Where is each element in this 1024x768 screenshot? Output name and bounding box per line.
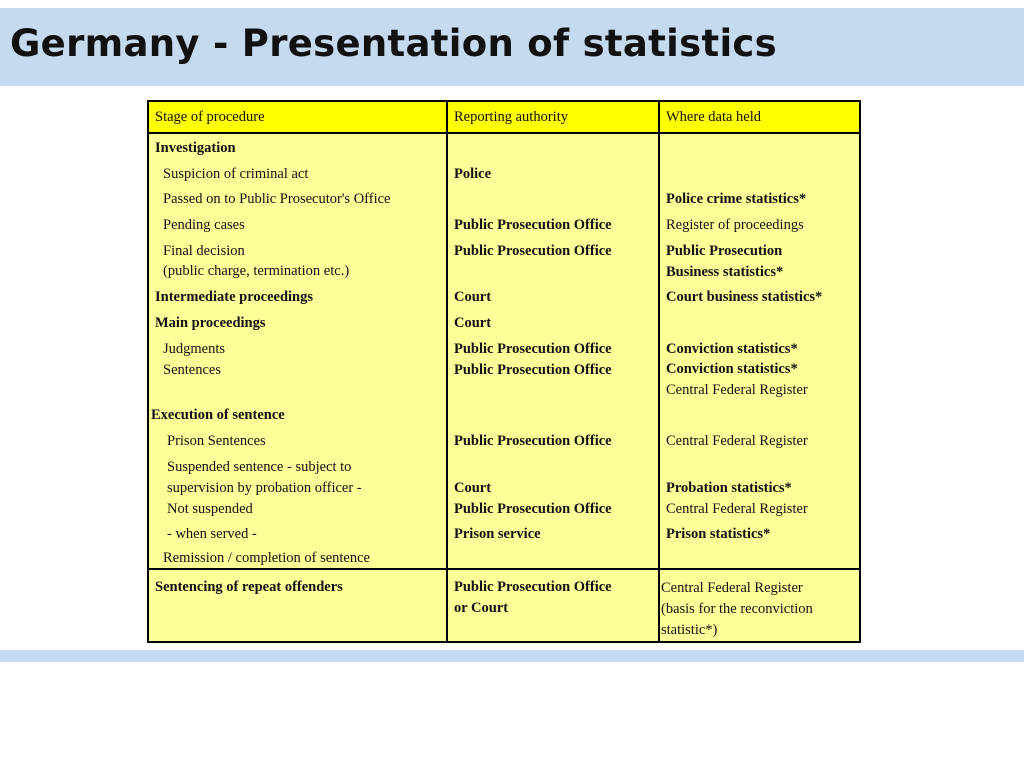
- header-reporting-authority: Reporting authority: [454, 109, 568, 125]
- data-business-statistics: Business statistics*: [666, 264, 784, 280]
- authority-prison-service: Prison service: [454, 526, 541, 542]
- authority-court-main: Court: [454, 315, 492, 331]
- data-probation-statistics: Probation statistics*: [666, 480, 792, 496]
- authority-court-suspended: Court: [454, 480, 492, 496]
- statistics-table: [147, 100, 861, 643]
- stage-judgments: Judgments: [163, 341, 226, 357]
- data-register-of-proceedings: Register of proceedings: [666, 217, 804, 233]
- authority-ppo-not-suspended: Public Prosecution Office: [454, 501, 612, 517]
- stage-passed-on: Passed on to Public Prosecutor's Office: [163, 191, 391, 207]
- data-reconviction-basis: (basis for the reconviction: [661, 601, 813, 617]
- stage-not-suspended: Not suspended: [167, 501, 253, 517]
- stage-supervision-probation: supervision by probation officer -: [167, 480, 362, 496]
- data-court-business-statistics: Court business statistics*: [666, 289, 823, 305]
- stage-intermediate-proceedings: Intermediate proceedings: [155, 289, 313, 305]
- authority-or-court: or Court: [454, 600, 509, 616]
- authority-ppo-prison: Public Prosecution Office: [454, 433, 612, 449]
- data-reconviction-statistic: statistic*): [661, 622, 718, 638]
- data-central-federal-register-repeat: Central Federal Register: [661, 580, 803, 596]
- stage-pending-cases: Pending cases: [163, 217, 245, 233]
- authority-ppo-pending: Public Prosecution Office: [454, 217, 612, 233]
- footer-bar: [0, 650, 1024, 662]
- authority-ppo-judgments: Public Prosecution Office: [454, 341, 612, 357]
- stage-prison-sentences: Prison Sentences: [167, 433, 266, 449]
- data-police-crime-statistics: Police crime statistics*: [666, 191, 807, 207]
- authority-ppo-repeat: Public Prosecution Office: [454, 579, 612, 595]
- data-public-prosecution: Public Prosecution: [666, 243, 783, 259]
- authority-court-intermediate: Court: [454, 289, 492, 305]
- stage-repeat-offenders: Sentencing of repeat offenders: [155, 579, 343, 595]
- data-prison-statistics: Prison statistics*: [666, 526, 771, 542]
- authority-ppo-sentences: Public Prosecution Office: [454, 362, 612, 378]
- column-divider: [658, 102, 660, 641]
- authority-police: Police: [454, 166, 492, 182]
- row-divider: [149, 568, 859, 570]
- header-stage-of-procedure: Stage of procedure: [155, 109, 265, 125]
- stage-main-proceedings: Main proceedings: [155, 315, 266, 331]
- stage-when-served: - when served -: [167, 526, 257, 542]
- stage-final-decision-note: (public charge, termination etc.): [163, 263, 350, 279]
- header-where-data-held: Where data held: [666, 109, 762, 125]
- data-central-federal-register-not-suspended: Central Federal Register: [666, 501, 808, 517]
- stage-execution-of-sentence: Execution of sentence: [151, 407, 285, 423]
- authority-ppo-final: Public Prosecution Office: [454, 243, 612, 259]
- column-divider: [446, 102, 448, 641]
- stage-sentences: Sentences: [163, 362, 221, 378]
- data-central-federal-register-prison: Central Federal Register: [666, 433, 808, 449]
- stage-suspended-sentence: Suspended sentence - subject to: [167, 459, 352, 475]
- data-central-federal-register: Central Federal Register: [666, 382, 808, 398]
- page-title: Germany - Presentation of statistics: [10, 22, 777, 65]
- stage-final-decision: Final decision: [163, 243, 245, 259]
- data-conviction-statistics-2: Conviction statistics*: [666, 361, 798, 377]
- stage-remission: Remission / completion of sentence: [163, 550, 370, 566]
- data-conviction-statistics: Conviction statistics*: [666, 341, 798, 357]
- stage-suspicion: Suspicion of criminal act: [163, 166, 309, 182]
- stage-investigation: Investigation: [155, 140, 236, 156]
- title-bar: [0, 8, 1024, 86]
